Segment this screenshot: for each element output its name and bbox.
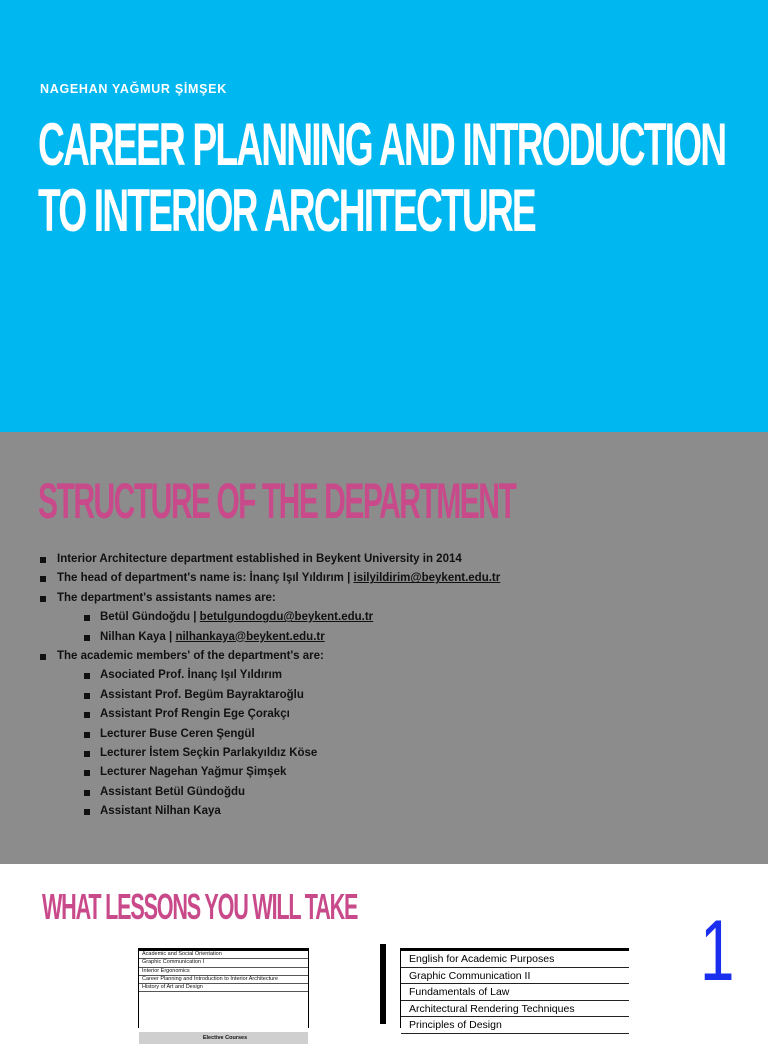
title-line-1: CAREER PLANNING AND INTRODUCTION [38, 111, 726, 178]
list-item: Lecturer Buse Ceren Şengül [40, 725, 740, 744]
elective-courses-header: Elective Courses [139, 1032, 308, 1044]
table-row: Graphic Communication II [401, 968, 629, 985]
structure-heading: STRUCTURE OF THE DEPARTMENT [38, 473, 516, 529]
course-table-first-term [138, 948, 309, 1042]
structure-bullet-list [40, 550, 740, 821]
table-row: History of Art and Design [139, 984, 308, 992]
table-row: Principles of Design [401, 1017, 629, 1034]
table-row-blank [139, 992, 308, 1032]
presentation-title [38, 111, 726, 244]
list-item: Interior Architecture department established in Beykent University in 2014 [40, 550, 740, 569]
list-item: Betül Gündoğdu | betulgundogdu@beykent.edu.tr [40, 608, 740, 627]
list-item: Assistant Betül Gündoğdu [40, 783, 740, 802]
table-row: Career Planning and Introduction to Interior Architecture [139, 976, 308, 984]
table-row: Architectural Rendering Techniques [401, 1001, 629, 1018]
list-item: Lecturer Nagehan Yağmur Şimşek [40, 763, 740, 782]
table-row: Fundamentals of Law [401, 984, 629, 1001]
column-divider [380, 944, 386, 1024]
author-name: NAGEHAN YAĞMUR ŞİMŞEK [40, 82, 227, 96]
list-item: Assistant Prof Rengin Ege Çorakçı [40, 705, 740, 724]
list-item: Nilhan Kaya | nilhankaya@beykent.edu.tr [40, 628, 740, 647]
lessons-heading: WHAT LESSONS YOU WILL TAKE [42, 886, 358, 927]
list-item: Asociated Prof. İnanç Işıl Yıldırım [40, 666, 740, 685]
list-item: The department's assistants names are: [40, 589, 740, 608]
list-item: The head of department's name is: İnanç Işıl Yıldırım | isilyildirim@beykent.edu.tr [40, 569, 740, 588]
slide-number: 1 [700, 903, 735, 999]
assistant-email-link[interactable]: nilhankaya@beykent.edu.tr [175, 630, 325, 643]
list-item: Assistant Prof. Begüm Bayraktaroğlu [40, 686, 740, 705]
course-table-second-term [400, 948, 629, 1031]
head-email-link[interactable]: isilyildirim@beykent.edu.tr [353, 572, 501, 585]
list-item: Assistant Nilhan Kaya [40, 802, 740, 821]
assistant-email-link[interactable]: betulgundogdu@beykent.edu.tr [199, 611, 374, 624]
table-row: Graphic Communication I [139, 959, 308, 967]
list-item: Lecturer İstem Seçkin Parlakyıldız Köse [40, 744, 740, 763]
table-row: English for Academic Purposes [401, 951, 629, 968]
list-item: The academic members' of the department's are: [40, 647, 740, 666]
table-row: Interior Ergonomics [139, 968, 308, 976]
table-row: Academic and Social Orientation [139, 951, 308, 959]
title-line-2: TO INTERIOR ARCHITECTURE [38, 177, 535, 244]
structure-slide [0, 432, 768, 864]
lessons-slide [0, 864, 768, 1042]
title-slide [0, 0, 768, 432]
